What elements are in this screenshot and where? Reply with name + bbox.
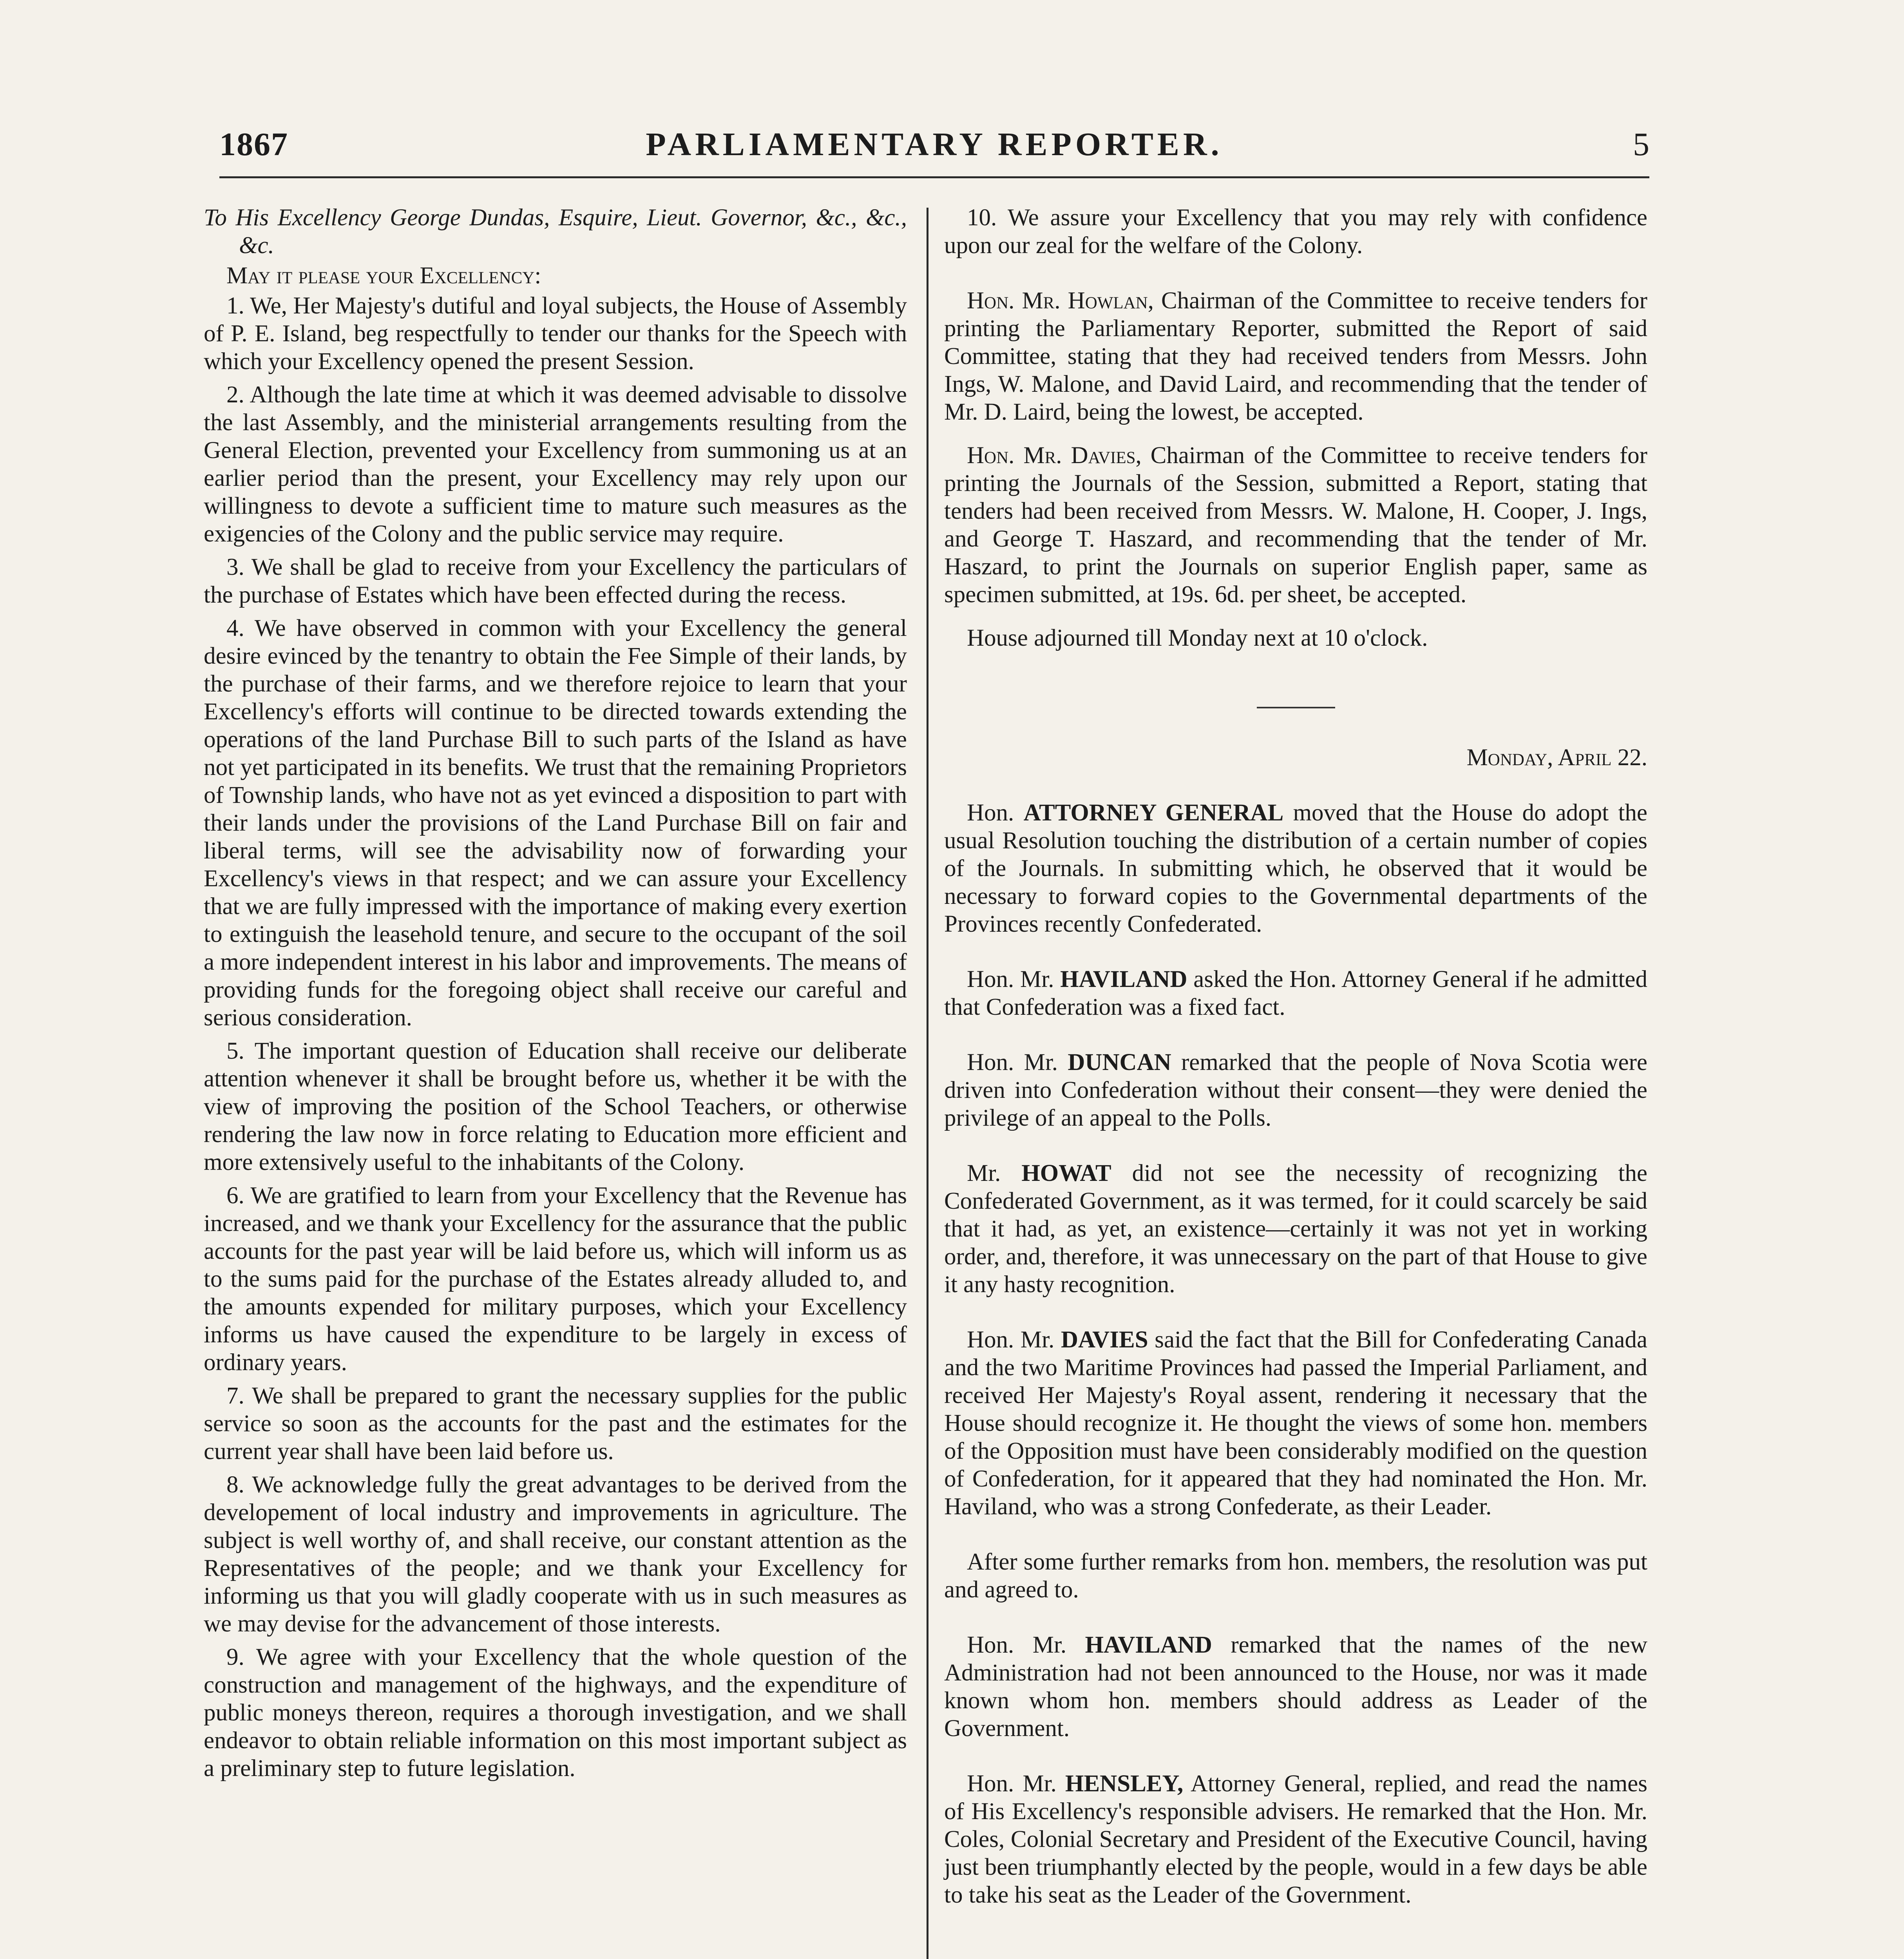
- header-year: 1867: [219, 126, 288, 163]
- paragraph-3: 3. We shall be glad to receive from your Excellency the particulars of the purchase of Estates which have been effected during the recess.: [204, 554, 907, 608]
- speaker-name: DAVIES: [1061, 1327, 1148, 1353]
- header-title: PARLIAMENTARY REPORTER.: [646, 126, 1223, 163]
- paragraph-1: 1. We, Her Majesty's dutiful and loyal subjects, the House of Assembly of P. E. Island, beg respectfully to tender our thanks for the Speech with which your Excellency opened the present Session.: [204, 293, 907, 375]
- speaker-name: HAVILAND: [1060, 966, 1187, 992]
- speaker-name: HENSLEY,: [1065, 1771, 1184, 1797]
- paragraph-5: 5. The important question of Education shall receive our deliberate attention whenever it shall be brought before us, whether it be with the view of improving the position of the School Teachers, or otherwise rendering the law now in force relating to Education more efficient and more extensively useful to the inhabitants of the Colony.: [204, 1038, 907, 1175]
- paragraph-2: 2. Although the late time at which it was deemed advisable to dissolve the last Assembly, and the ministerial arrangements resulting from the General Election, prevented your Excellency from summoning us at an earlier period than the present, your Excellency may rely upon our willingness to devote a sufficient time to mature such measures as the exigencies of the Colony and the public service may require.: [204, 382, 907, 547]
- paragraph-9: 9. We agree with your Excellency that the whole question of the construction and management of the highways, and the expenditure of public moneys thereon, requires a thorough investigation, and we shall endeavor to obtain reliable information on this most important subject as a preliminary step to future legislation.: [204, 1644, 907, 1782]
- page-number: 5: [1633, 126, 1649, 163]
- paragraph-10: 10. We assure your Excellency that you may rely with confidence upon our zeal for the welfare of the Colony.: [944, 205, 1647, 259]
- salutation: May it please your Excellency:: [226, 263, 541, 289]
- duncan-remark: Hon. Mr. DUNCAN remarked that the people of Nova Scotia were driven into Confederation without their consent—they were denied the privilege of an appeal to the Polls.: [944, 1049, 1647, 1131]
- column-divider: [927, 208, 928, 1959]
- left-column: [204, 204, 907, 1788]
- resolution-agreed: After some further remarks from hon. members, the resolution was put and agreed to.: [944, 1549, 1647, 1603]
- speaker-name: ATTORNEY GENERAL: [1023, 800, 1284, 826]
- speaker-name: Hon. Mr. Davies,: [967, 442, 1142, 469]
- paragraph-4: 4. We have observed in common with your Excellency the general desire evinced by the tenantry to obtain the Fee Simple of their lands, by the purchase of their farms, and we therefore rejoice to learn that your Excellency's efforts will continue to be directed towards extending the operations of the land Purchase Bill to such parts of the Island as have not yet participated in its benefits. We trust that the remaining Proprietors of Township lands, who have not as yet evinced a disposition to part with their lands under the provisions of the Land Purchase Bill on fair and liberal terms, will see the advisability now of forwarding your Excellency's views in that respect; and we can assure your Excellency that we are fully impressed with the importance of making every exertion to extinguish the leasehold tenure, and secure to the occupant of the soil a more independent interest in his labor and improvements. The means of providing funds for the foregoing object shall receive our careful and serious consideration.: [204, 615, 907, 1031]
- running-header: [219, 125, 1649, 176]
- section-separator: [1257, 707, 1335, 708]
- speaker-name: DUNCAN: [1068, 1049, 1171, 1075]
- davies-report: Hon. Mr. Davies, Chairman of the Committee to receive tenders for printing the Journals of the Session, submitted a Report, stating that tenders had been received from Messrs. W. Malone, H. Cooper, J. Ings, and George T. Haszard, and recommending that the tender of Mr. Haszard, to print the Journals on superior English paper, same as specimen submitted, at 19s. 6d. per sheet, be accepted.: [944, 442, 1647, 608]
- paragraph-6: 6. We are gratified to learn from your Excellency that the Revenue has increased, and we thank your Excellency for the assurance that the public accounts for the past year will be laid before us, which will inform us as to the sums paid for the purchase of the Estates already alluded to, and the amounts expended for military purposes, which your Excellency informs us have caused the expenditure to be largely in excess of ordinary years.: [204, 1182, 907, 1376]
- addressee: To His Excellency George Dundas, Esquire, Lieut. Governor, &c., &c., &c.: [204, 205, 907, 259]
- attorney-general-motion: Hon. ATTORNEY GENERAL moved that the House do adopt the usual Resolution touching the distribution of a certain number of copies of the Journals. In submitting which, he observed that it would be necessary to forward copies to the Governmental departments of the Provinces recently Confederated.: [944, 800, 1647, 937]
- speaker-name: HAVILAND: [1085, 1632, 1212, 1658]
- speaker-name: Hon. Mr. Howlan,: [967, 288, 1154, 314]
- speaker-name: HOWAT: [1021, 1160, 1111, 1186]
- haviland-remark: Hon. Mr. HAVILAND remarked that the names of the new Administration had not been announced to the House, nor was it made known whom hon. members should address as Leader of the Government.: [944, 1632, 1647, 1742]
- header-rule: [219, 176, 1649, 178]
- howat-remark: Mr. HOWAT did not see the necessity of recognizing the Confederated Government, as it was termed, for it could scarcely be said that it had, as yet, an existence—certainly it was not yet in working order, and, therefore, it was unnecessary on the part of that House to give it any hasty recognition.: [944, 1160, 1647, 1298]
- dateline: Monday, April 22.: [1466, 744, 1647, 771]
- adjournment-note: House adjourned till Monday next at 10 o'clock.: [967, 625, 1428, 651]
- davies-remark: Hon. Mr. DAVIES said the fact that the Bill for Confederating Canada and the two Maritime Provinces had passed the Imperial Parliament, and received Her Majesty's Royal assent, rendering it necessary that the House should recognize it. He thought the views of some hon. members of the Opposition must have been considerably modified on the question of Confederation, for it appeared that they had nominated the Hon. Mr. Haviland, who was a strong Confederate, as their Leader.: [944, 1327, 1647, 1520]
- paragraph-8: 8. We acknowledge fully the great advantages to be derived from the developement of local industry and improvements in agriculture. The subject is well worthy of, and shall receive, our constant attention as the Representatives of the people; and we thank your Excellency for informing us that you will gladly cooperate with us in such measures as we may devise for the advancement of those interests.: [204, 1472, 907, 1637]
- haviland-question: Hon. Mr. HAVILAND asked the Hon. Attorney General if he admitted that Confederation was a fixed fact.: [944, 966, 1647, 1020]
- right-column: [944, 204, 1647, 1914]
- hensley-reply: Hon. Mr. HENSLEY, Attorney General, replied, and read the names of His Excellency's responsible advisers. He remarked that the Hon. Mr. Coles, Colonial Secretary and President of the Executive Council, having just been triumphantly elected by the people, would in a few days be able to take his seat as the Leader of the Government.: [944, 1771, 1647, 1908]
- howlan-report: Hon. Mr. Howlan, Chairman of the Committee to receive tenders for printing the Parliamentary Reporter, submitted the Report of said Committee, stating that they had received tenders from Messrs. John Ings, W. Malone, and David Laird, and recommending that the tender of Mr. D. Laird, being the lowest, be accepted.: [944, 288, 1647, 425]
- paragraph-7: 7. We shall be prepared to grant the necessary supplies for the public service so soon as the accounts for the past and the estimates for the current year shall have been laid before us.: [204, 1383, 907, 1465]
